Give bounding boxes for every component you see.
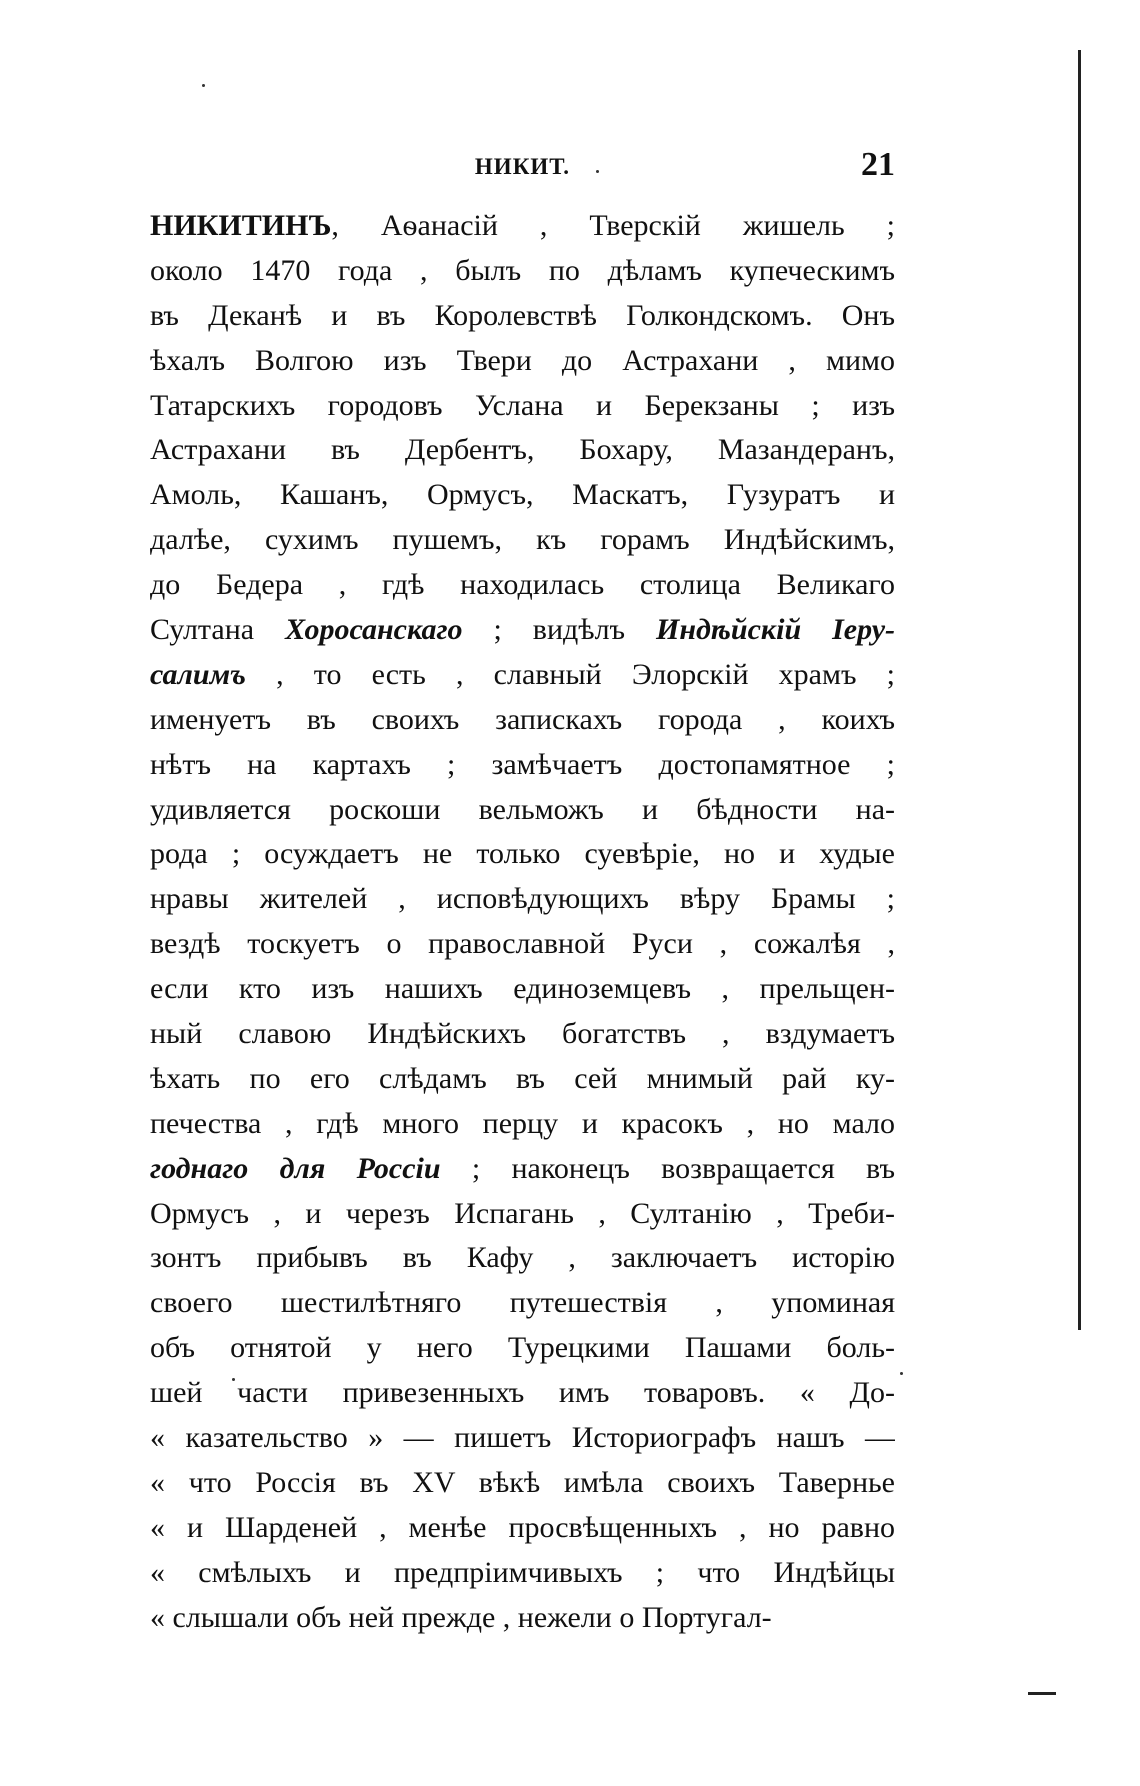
print-speck	[202, 84, 205, 87]
text-segment: удивляется роскоши вельможъ и бѣдности на-	[150, 792, 895, 826]
text-segment: зонтъ прибывъ въ Кафу , заключаетъ исторію	[150, 1241, 895, 1275]
text-segment: въ Деканѣ и въ Королевствѣ Голкондскомъ. Онъ	[150, 298, 895, 332]
page-edge-line	[1078, 50, 1081, 1330]
text-line	[150, 743, 895, 788]
running-head: НИКИТ.	[474, 154, 571, 179]
italic-phrase: салимъ	[150, 657, 246, 691]
text-line	[150, 1596, 895, 1641]
text-line	[150, 1012, 895, 1057]
text-segment: рода ; осуждаетъ не только суевѣріе, но и худые	[150, 837, 895, 871]
text-line	[150, 563, 895, 608]
text-line	[150, 1371, 895, 1416]
text-line	[150, 518, 895, 563]
text-line	[150, 653, 895, 698]
text-line	[150, 204, 895, 249]
text-line	[150, 1147, 895, 1192]
entry-headword: НИКИТИНЪ	[150, 209, 332, 242]
text-line	[150, 788, 895, 833]
text-line	[150, 473, 895, 518]
text-segment: ѣхать по его слѣдамъ въ сей мнимый рай ку-	[150, 1061, 895, 1095]
text-line	[150, 1416, 895, 1461]
text-segment: « что Россія въ XV вѣкѣ имѣла своихъ Тавернье	[150, 1465, 895, 1499]
text-segment: « слышали объ ней прежде , нежели о Португал-	[150, 1600, 772, 1634]
text-line	[150, 1102, 895, 1147]
page-number: 21	[861, 146, 895, 183]
text-line	[150, 384, 895, 429]
body-text	[150, 204, 895, 1641]
text-segment: далѣе, сухимъ пушемъ, къ горамъ Индѣйскимъ,	[150, 523, 895, 557]
text-line	[150, 339, 895, 384]
text-line	[150, 832, 895, 877]
italic-phrase: Хоросанскаго	[285, 613, 463, 647]
text-segment: Астрахани въ Дербентъ, Бохару, Мазандеранъ,	[150, 433, 895, 467]
text-segment: ѣхалъ Волгою изъ Твери до Астрахани , мимо	[150, 343, 895, 377]
text-segment: ; наконецъ возвращается въ	[440, 1151, 895, 1185]
text-line	[150, 922, 895, 967]
text-segment: нравы жителей , исповѣдующихъ вѣру Брамы ;	[150, 882, 895, 916]
text-segment: вездѣ тоскуетъ о православной Руси , сожалѣя ,	[150, 927, 895, 961]
text-segment: шей части привезенныхъ имъ товаровъ. « До-	[150, 1376, 895, 1410]
text-segment: около 1470 года , былъ по дѣламъ купеческимъ	[150, 253, 895, 287]
print-speck	[900, 1372, 903, 1375]
text-line	[150, 294, 895, 339]
text-line	[150, 249, 895, 294]
text-line	[150, 698, 895, 743]
text-segment: нѣтъ на картахъ ; замѣчаетъ достопамятное ;	[150, 747, 895, 781]
text-segment: Амоль, Кашанъ, Ормусъ, Маскатъ, Гузуратъ и	[150, 478, 895, 512]
text-segment: Татарскихъ городовъ Услана и Берекзаны ; изъ	[150, 388, 895, 422]
text-line	[150, 1192, 895, 1237]
text-segment: до Бедера , гдѣ находилась столица Великаго	[150, 568, 895, 602]
text-segment: , то есть , славный Элорскій храмъ ;	[245, 657, 895, 691]
text-segment: « смѣлыхъ и предпріимчивыхъ ; что Индѣйцы	[150, 1555, 895, 1589]
text-segment: ; видѣлъ	[462, 613, 657, 647]
text-segment: ный славою Индѣйскихъ богатствъ , вздумаетъ	[150, 1017, 895, 1051]
text-line	[150, 1057, 895, 1102]
text-segment: своего шестилѣтняго путешествія , упоминая	[150, 1286, 895, 1320]
text-line	[150, 428, 895, 473]
page-header	[150, 146, 895, 192]
text-segment: « и Шарденей , менѣе просвѣщенныхъ , но равно	[150, 1510, 895, 1544]
text-line	[150, 1281, 895, 1326]
text-line	[150, 1236, 895, 1281]
text-line	[150, 1506, 895, 1551]
text-segment: объ отнятой у него Турецкими Пашами боль-	[150, 1331, 895, 1365]
text-segment: именуетъ въ своихъ запискахъ города , коихъ	[150, 702, 895, 736]
text-line	[150, 967, 895, 1012]
text-segment: « казательство » — пишетъ Историографъ нашъ —	[150, 1421, 895, 1455]
text-line	[150, 877, 895, 922]
text-line	[150, 1461, 895, 1506]
text-line	[150, 1551, 895, 1596]
text-line	[150, 608, 895, 653]
text-segment: Ормусъ , и черезъ Испагань , Султанію , Треби-	[150, 1196, 895, 1230]
text-segment: если кто изъ нашихъ единоземцевъ , прельщен-	[150, 972, 895, 1006]
italic-phrase: Индѣйскій Іеру-	[656, 613, 895, 647]
italic-phrase: годнаго для Россіи	[150, 1151, 441, 1185]
text-line	[150, 1326, 895, 1371]
page-edge-mark	[1028, 1692, 1056, 1695]
text-segment: , Аѳанасій , Тверскій жишель ;	[331, 209, 895, 242]
text-segment: печества , гдѣ много перцу и красокъ , но мало	[150, 1106, 895, 1140]
text-segment: Султана	[150, 613, 286, 647]
